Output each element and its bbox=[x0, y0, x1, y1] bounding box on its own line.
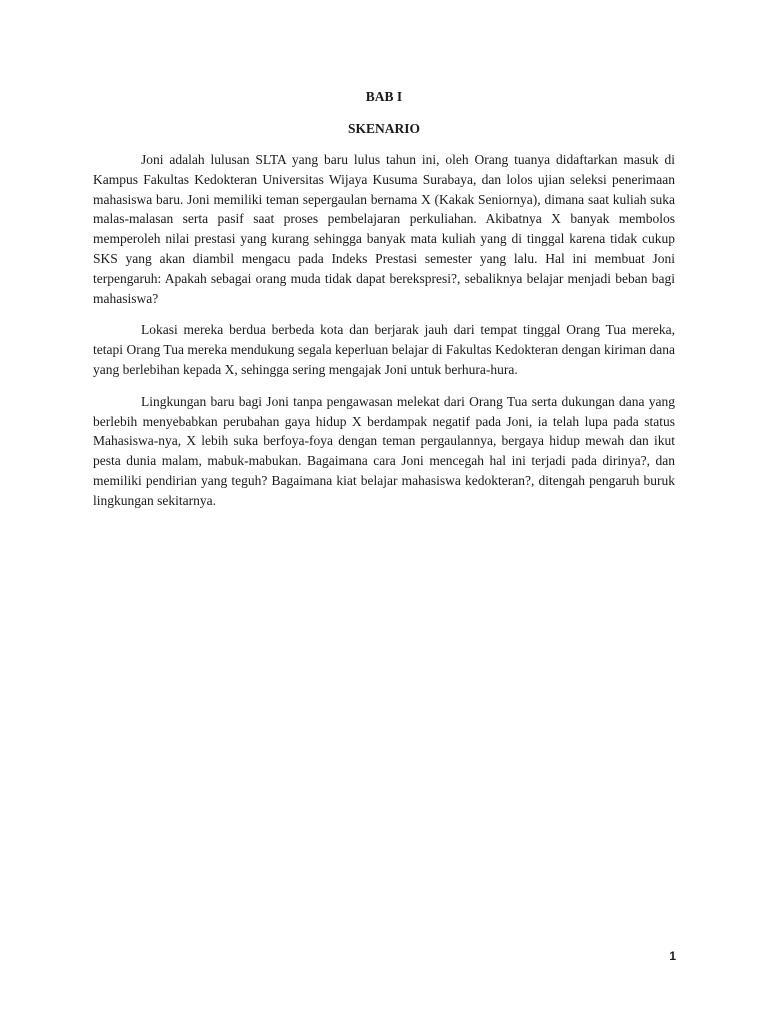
chapter-number: BAB I bbox=[365, 89, 403, 104]
paragraph-3: Lingkungan baru bagi Joni tanpa pengawasan melekat dari Orang Tua serta dukungan dana yang berlebih menyebabkan perubahan gaya hidup X berdampak negatif pada Joni, ia telah lupa pada status Mahasiswa-nya, X lebih suka berfoya-foya dengan teman pergaulannya, bergaya hidup mewah dan ikut pesta dunia malam, mabuk-mabukan. Bagaimana cara Joni mencegah hal ini terjadi pada dirinya?, dan memiliki pendirian yang teguh? Bagaimana kiat belajar mahasiswa kedokteran?, ditengah pengaruh buruk lingkungan sekitarnya. bbox=[93, 393, 675, 508]
paragraph-1: Joni adalah lulusan SLTA yang baru lulus tahun ini, oleh Orang tuanya didaftarkan masuk di Kampus Fakultas Kedokteran Universitas Wijaya Kusuma Surabaya, dan lolos ujian seleksi penerimaan mahasiswa baru. Joni memiliki teman sepergaulan bernama X (Kakak Seniornya), dimana saat kuliah suka malas-malasan serta pasif saat proses pembelajaran perkuliahan. Akibatnya X banyak membolos memperoleh nilai prestasi yang kurang sehingga banyak mata kuliah yang di tinggal karena tidak cukup SKS yang akan diambil mengacu pada Indeks Prestasi semester yang lalu. Hal ini membuat Joni terpengaruh: Apakah sebagai orang muda tidak dapat berekspresi?, sebaliknya belajar menjadi beban bagi mahasiswa? bbox=[93, 152, 675, 306]
body-text bbox=[93, 150, 675, 523]
chapter-title: SKENARIO bbox=[347, 121, 420, 136]
page-number: 1 bbox=[669, 949, 676, 963]
paragraph-2: Lokasi mereka berdua berbeda kota dan berjarak jauh dari tempat tinggal Orang Tua mereka, tetapi Orang Tua mereka mendukung segala keperluan belajar di Fakultas Kedokteran dengan kiriman dana yang berlebihan kepada X, sehingga sering mengajak Joni untuk berhura-hura. bbox=[93, 322, 675, 377]
